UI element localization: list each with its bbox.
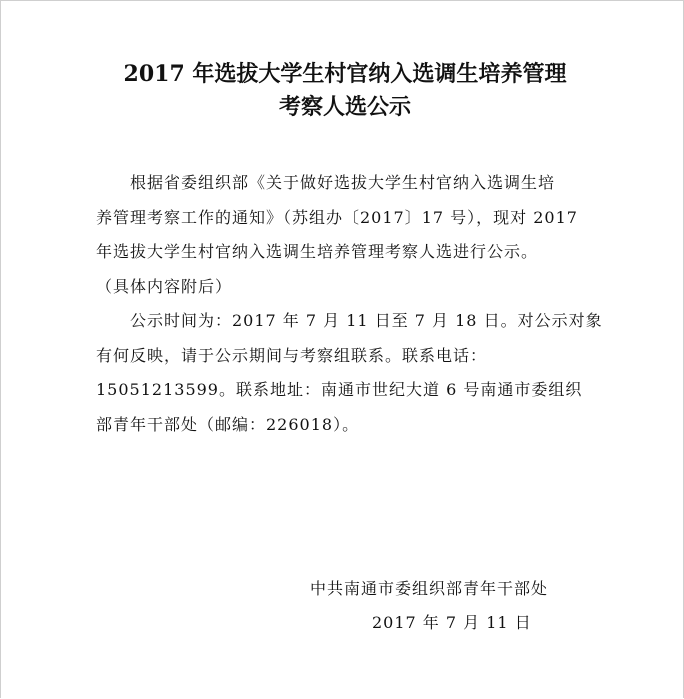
signature-org: 中共南通市委组织部青年干部处 [310, 579, 549, 598]
paragraph-1-line-3: 年选拔大学生村官纳入选调生培养管理考察人选进行公示。 [96, 242, 539, 261]
paragraph-2-line-1: 公示时间为：2017 年 7 月 11 日至 7 月 18 日。对公示对象 [130, 311, 603, 330]
signature-date: 2017 年 7 月 11 日 [372, 613, 532, 632]
paragraph-2-line-2: 有何反映，请于公示期间与考察组联系。联系电话： [96, 345, 488, 365]
document-title [60, 58, 630, 124]
document-body [96, 166, 603, 442]
signature-block [280, 572, 590, 640]
paragraph-2-line-4: 部青年干部处（邮编：226018）。 [96, 414, 360, 434]
title-line-2: 考察人选公示 [278, 94, 411, 120]
paragraph-1-line-2: 养管理考察工作的通知》（苏组办〔2017〕17 号），现对 2017 [96, 207, 578, 227]
paragraph-1-line-4: （具体内容附后） [96, 276, 233, 296]
title-line-1: 2017 年选拔大学生村官纳入选调生培养管理 [123, 61, 567, 87]
paragraph-2-line-3: 15051213599。联系地址：南通市世纪大道 6 号南通市委组织 [96, 380, 583, 399]
paragraph-1-line-1: 根据省委组织部《关于做好选拔大学生村官纳入选调生培 [130, 173, 556, 192]
